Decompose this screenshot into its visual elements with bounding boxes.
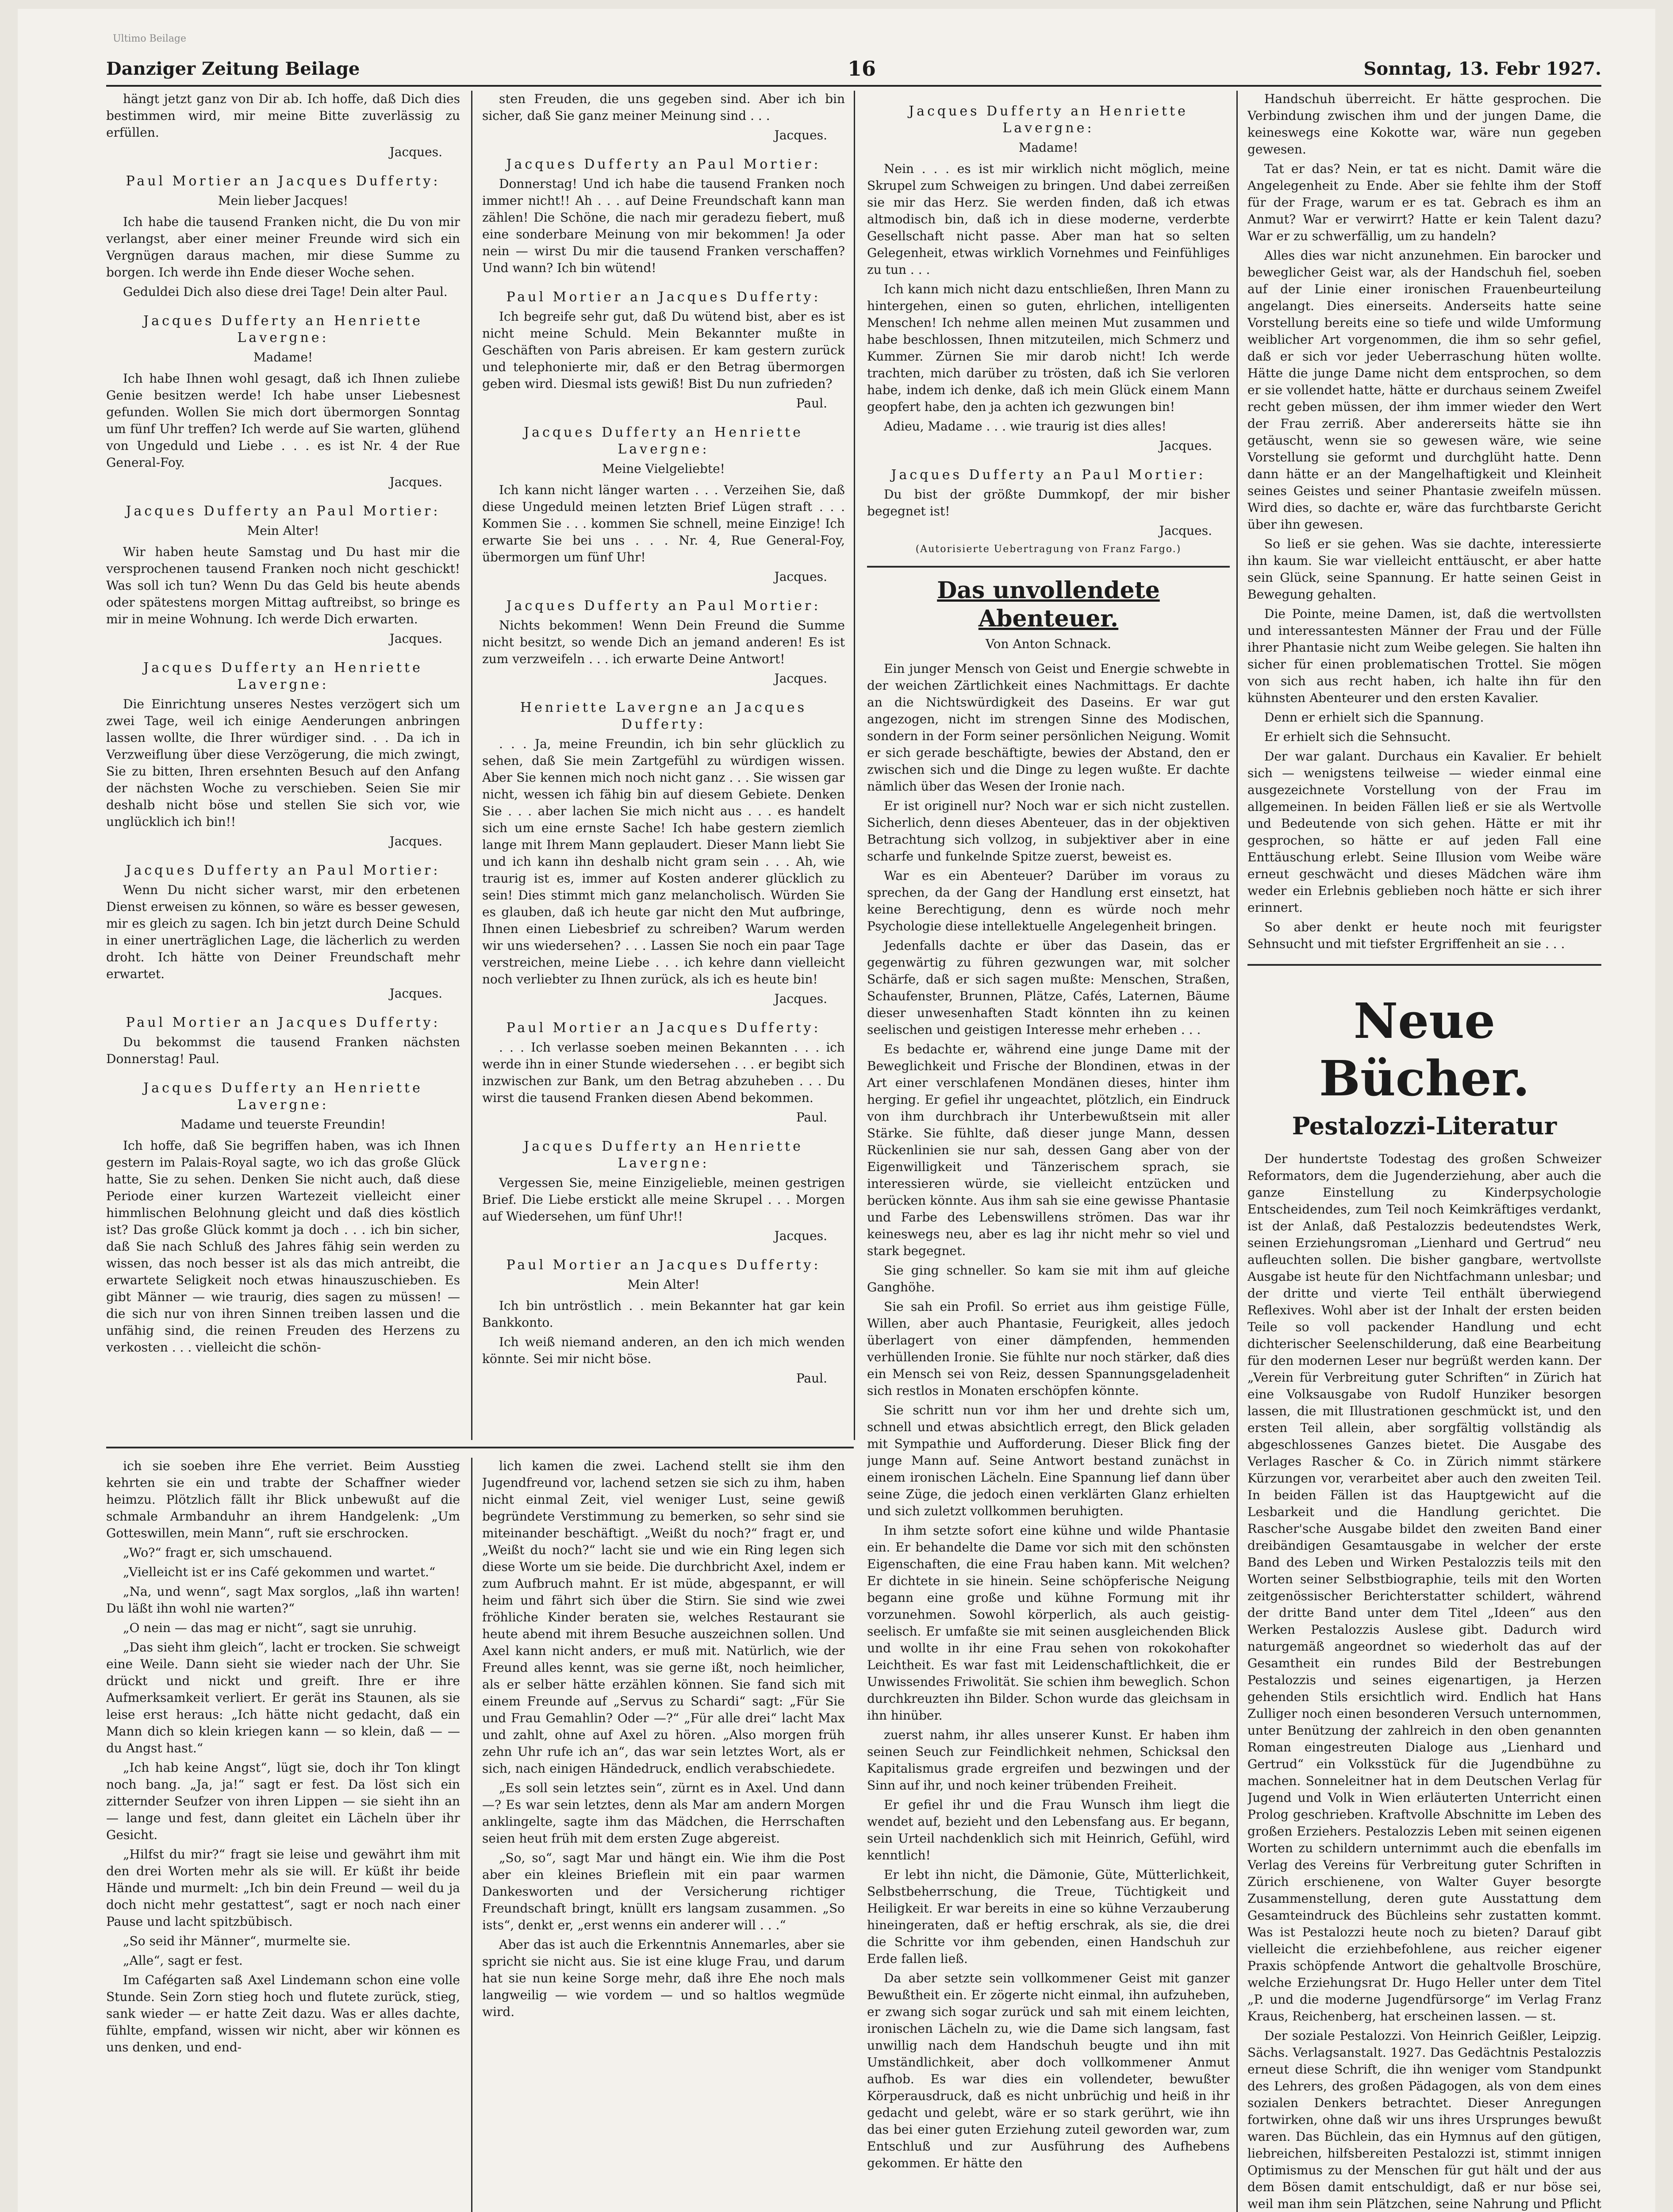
letter-paragraph: Wenn Du nicht sicher warst, mir den erbetenen Dienst erweisen zu können, so wäre es besser gewesen, mir es gleich zu sagen. Ich bin jetzt durch Deine Schuld in einer unerträglichen Lage, die lächerlich zu werden droht. Ich hätte von Deiner Freundschaft mehr erwartet. [106, 883, 460, 981]
column-3 [867, 91, 1230, 2212]
letter-signature: Paul. [796, 1110, 827, 1125]
letter-signature: Jacques. [774, 991, 827, 1006]
feuilleton-paragraph: „Das sieht ihm gleich“, lacht er trocken. Sie schweigt eine Weile. Dann sieht sie wieder nach der Uhr. Sie drückt und nickt und greift. Ihre er ihre Aufmerksamkeit verliert. Er gerät ins Staunen, als sie leise erst heraus: „Ich hätte nicht gedacht, daß ein Mann dich so klein kriegen kann — so klein, daß — — du Angst hast.“ [106, 1640, 460, 1755]
story-paragraph: Es bedachte er, während eine junge Dame mit der Beweglichkeit und Frische der Blondinen, etwas in der Art einer verschlafenen Mondänen dieses, hinter ihm herging. Er gefiel ihr ungeachtet, plötzlich, ein Eindruck von ihm durchbrach ihr Unterbewußtsein mit aller Stärke. Sie fühlte, daß dieser junge Mann, dessen Rückenlinien sie nur sah, dessen Gang aber von der Eigenwilligkeit und Tänzerischem sprach, sie interessieren würde, sie vielleicht entzücken und berücken könnte. Aus ihm sah sie eine gewisse Phantasie und Farbe des Lebenswillens strömen. Das war ihr keineswegs neu, aber es lag ihr nicht mehr so viel und stark begegnet. [867, 1042, 1230, 1258]
bottom-section-rule [106, 1447, 854, 1448]
column-divider [471, 1458, 472, 2212]
letters-column-2 [482, 91, 845, 1440]
books-title: Neue Bücher. [1319, 992, 1530, 1107]
page-header [106, 55, 1601, 82]
feuilleton-paragraph: „Wo?“ fragt er, sich umschauend. [123, 1545, 333, 1560]
letter-heading: Jacques Dufferty an Paul Mortier: [506, 157, 821, 172]
story-paragraph: Der war galant. Durchaus ein Kavalier. Er behielt sich — wenigstens teilweise — wieder einmal eine ausgezeichnete Vorstellung von der Frau im allgemeinen. In beiden Fällen ließ er sie als Wertvolle und Bedeutende von sich gehen. Hätte er mit ihr gesprochen, so hätte er auf jeden Fall eine Enttäuschung erlebt. Seine Illusion vom Weibe wäre erneut geschwächt und dieses Mädchen wäre ihm weder ein Erlebnis geblieben noch hätte er sich ihrer erinnert. [1247, 749, 1601, 915]
letter-signature: Jacques. [389, 475, 442, 489]
story-paragraph: In ihm setzte sofort eine kühne und wilde Phantasie ein. Er behandelte die Dame vor sich mit den schönsten Eigenschaften, die eine Frau haben kann. Mit welchen? Er dichtete in sie hinein. Seine schöpferische Neigung begann eine große und kühne Formung mit ihr vorzunehmen. Sowohl körperlich, als auch geistig-seelisch. Er umfaßte sie mit seinen ausgleichenden Blick und wollte in ihr eine Frau sehen von rokokohafter Leichtheit. Es war fast mit Leidenschaftlichkeit, die er Unwissendes Friwolität. Sie schien ihm beweglich. Schon durchkreuzten ihn Bilder. Schon wurde das gleichsam in ihn hinüber. [867, 1523, 1230, 1723]
column-divider [471, 91, 472, 1440]
feuilleton-paragraph: „Na, und wenn“, sagt Max sorglos, „laß ihn warten! Du läßt ihn wohl nie warten?“ [106, 1584, 460, 1616]
letter-salutation: Madame und teuerste Freundin! [180, 1117, 386, 1132]
bottom-column-1 [106, 1458, 460, 2212]
bottom-column-2 [482, 1458, 845, 2212]
archive-stamp: Ultimo Beilage [113, 33, 187, 44]
feuilleton-paragraph: „Es soll sein letztes sein“, zürnt es in Axel. Und dann —? Es war sein letztes, denn als Mar am andern Morgen anklingelte, sagte ihm das Mädchen, die Herrschaften seien heut früh mit dem ersten Zuge abgereist. [482, 1781, 845, 1846]
letter-signature: Jacques. [774, 569, 827, 584]
books-subtitle: Pestalozzi-Literatur [1292, 1112, 1557, 1140]
feuilleton-paragraph: „Ich hab keine Angst“, lügt sie, doch ihr Ton klingt noch bang. „Ja, ja!“ sagt er fest. Da löst sich ein zitternder Seufzer von ihren Lippen — sie sieht ihn an — lange und fest, dann gleitet ein Lächeln über ihr Gesicht. [106, 1760, 460, 1842]
letter-salutation: Madame! [1018, 140, 1078, 155]
story-paragraph: Sie sah ein Profil. So erriet aus ihm geistige Fülle, Willen, aber auch Phantasie, Feurigkeit, alles jedoch überlagert von einer dämpfenden, hemmenden verhüllenden Ironie. Sie fühlte nur noch stärker, daß dies ein Mensch sei von Reiz, dessen Spannungsgeladenheit sich restlos in Monaten erschöpfen könnte. [867, 1299, 1230, 1398]
letter-paragraph: sten Freuden, die uns gegeben sind. Aber ich bin sicher, daß Sie ganz meiner Meinung sind . . . [482, 92, 845, 123]
story-author: Von Anton Schnack. [986, 637, 1111, 651]
feuilleton-paragraph: Aber das ist auch die Erkenntnis Annemarles, aber sie spricht sie nicht aus. Sie ist eine kluge Frau, und darum hat sie nun keine Sorge mehr, daß ihre Ehe noch mals langweilig — wie vordem — und so haltlos wegmüde wird. [482, 1937, 845, 2019]
story-paragraph: Er erhielt sich die Sehnsucht. [1264, 730, 1451, 744]
letter-heading: Jacques Dufferty an Paul Mortier: [891, 467, 1206, 483]
letter-paragraph: . . . Ja, meine Freundin, ich bin sehr glücklich zu sehen, daß Sie mein Zartgefühl zu würdigen wissen. Aber Sie kennen mich noch nicht ganz . . . Sie wissen gar nicht, wessen ich fähig bin auf diesem Gebiete. Denken Sie . . . aber lachen Sie mich nicht aus . . . es handelt sich um eine ernste Sache! Ich habe gestern ziemlich lange mit Ihrem Mann geplaudert. Dieser Mann liebt Sie und ich kann ihn deshalb nicht gram sein . . . Ah, wie traurig ist es, immer auf Kosten anderer glücklich zu sein! Dies stimmt mich ganz melancholisch. Würden Sie es glauben, daß ich heute gar nicht den Mut aufbringe, Ihnen einen Liebesbrief zu schreiben? Warum werden wir uns wiedersehen? . . . Lassen Sie noch ein paar Tage verstreichen, meine Liebe . . . ich kehre dann vielleicht noch verliebter zu Ihnen zurück, als ich es heute bin! [482, 737, 845, 987]
letter-signature: Jacques. [1159, 438, 1212, 453]
column-4 [1247, 91, 1601, 2212]
letters-column-1 [106, 91, 460, 1440]
letter-heading: Jacques Dufferty an Henriette Lavergne: [143, 1080, 423, 1113]
story-paragraph: Tat er das? Nein, er tat es nicht. Damit wäre die Angelegenheit zu Ende. Aber sie fehlte ihm der Stoff für der Frage, warum er es tat. Gebrach es ihm an Anmut? War er verwirrt? Hatte er kein Talent dazu? War er zu schwerfällig, um zu handeln? [1247, 161, 1601, 243]
letter-signature: Jacques. [774, 671, 827, 686]
feuilleton-paragraph: lich kamen die zwei. Lachend stellt sie ihm den Jugendfreund vor, lachend setzen sie sich zu ihm, haben nicht einmal Zeit, viel weniger Lust, seine gewiß begründete Verstimmung zu bemerken, so sehr sind sie miteinander beschäftigt. „Weißt du noch?“ fragt er, und „Weißt du noch?“ lacht sie und wie ein Ring legen sich diese Worte um sie beide. Die durchbricht Axel, indem er zum Aufbruch mahnt. Er ist müde, abgespannt, er will heim und fährt sich über die Stirn. Sie sind wie zwei fröhliche Kinder beraten sie, welches Restaurant sie heute abend mit ihrem Besuche auszeichnen sollen. Und Axel kann nicht anders, er muß mit. Natürlich, wie der Freund alles kennt, was sie gerne ißt, noch heimlicher, als er selber hätte erzählen können. Sie fand sich mit einem Freunde auf „Servus zu Schardi“ sagt: „Für Sie und Frau Gemahlin? Oder —?“ „Für alle drei“ lacht Max und zahlt, ohne auf Axel zu hören. „Also morgen früh zehn Uhr rufe ich an“, das war sein letztes Wort, als er sich, nach einigen Händedruck, endlich verabschiedete. [482, 1459, 845, 1776]
letter-paragraph: Du bekommst die tausend Franken nächsten Donnerstag! Paul. [106, 1035, 460, 1066]
letter-heading: Jacques Dufferty an Paul Mortier: [126, 503, 441, 519]
book-review-paragraph: Der hundertste Todestag des großen Schweizer Reformators, dem die Jugenderziehung, aber auch die ganze Einstellung zu Kinderpsychologie Entscheidendes, zum Teil noch Keimkräftiges verdankt, ist der Anlaß, daß Pestalozzis bedeutendstes Werk, seinen Erziehungsroman „Lienhard und Gertrud“ neu aufleuchten sollen. Die bisher gangbare, wertvollste Ausgabe ist heute für den Nichtfachmann unlesbar; und der dritte und vierte Teil enthält überwiegend Reflexives. Wohl aber ist der Inhalt der ersten beiden Teile so voll packender Handlung und echt dichterischer Seelenschilderung, daß eine Bearbeitung für den modernen Leser nur begrüßt werden kann. Der „Verein für Verbreitung guter Schriften“ in Zürich hat eine Volksausgabe von Rudolf Hunziker besorgen lassen, die mit Illustrationen geschmückt ist, und den ersten Teil allein, aber sorgfältig vollständig als abgeschlossenes Ganzes bietet. Die Ausgabe des Verlages Rascher & Co. in Zürich nimmt stärkere Kürzungen vor, verarbeitet aber auch den zweiten Teil. In beiden Fällen ist das Hauptgewicht auf die Lesbarkeit und die Handlung gerichtet. Die Rascher'sche Ausgabe bildet den zweiten Band einer dreibändigen Gesamtausgabe in welcher der erste Band des Leben und Wirken Pestalozzis teils mit den Worten seiner Selbstbiographie, teils mit den Worten zeitgenössischer Berichterstatter schildert, während der dritte Band unter dem Titel „Ideen“ aus den Werken Pestalozzis Auslese gibt. Dadurch wird naturgemäß angeordnet so wiederholt das auf der Gesamtheit ein rundes Bild der Bestrebungen Pestalozzis und seines eigenartigen, ja Herzen gehenden Stils ersichtlich wird. Endlich hat Hans Zulliger noch einen besonderen Versuch unternommen, unter Benützung der zahlreich in den oben genannten Roman eingestreuten Dialoge aus „Lienhard und Gertrud“ ein Volksstück für die Jugendbühne zu machen. Sonneleitner hat in dem Deutschen Verlag für Jugend und Volk in Wien erläuterten Unterricht einen Prolog geschrieben. Kraftvolle Abschnitte im Leben des großen Erziehers. Pestalozzis Leben mit seinen eigenen Worten zu schildern unternimmt auch die ebenfalls im Verlag des Vereins für Verbreitung guter Schriften in Zürich erschienene, von Walter Guyer besorgte Zusammenstellung, deren gute Ausstattung dem Gesamteindruck des Büchleins sehr zustatten kommt. Was ist Pestalozzi heute noch zu bieten? Darauf gibt vielleicht die erziehbefohlene, aus reicher eigener Praxis schöpfende Antwort die gehaltvolle Broschüre, welche Erziehungsrat Dr. Hugo Heller unter dem Titel „P. und die moderne Jugendfürsorge“ im Verlag Franz Kraus, Reichenberg, hat erscheinen lassen. — st. [1247, 1152, 1601, 2024]
letter-paragraph: Ich habe Ihnen wohl gesagt, daß ich Ihnen zuliebe Genie besitzen werde! Ich habe unser Liebesnest gefunden. Wollen Sie mich dort übermorgen Sonntag um fünf Uhr treffen? Ich werde auf Sie warten, glühend von Ungeduld und Liebe . . . es ist Nr. 4 der Rue General-Foy. [106, 371, 460, 470]
letter-heading: Paul Mortier an Jacques Dufferty: [506, 289, 821, 305]
letter-signature: Paul. [796, 396, 827, 411]
story-paragraph: Die Pointe, meine Damen, ist, daß die wertvollsten und interessantesten Männer der Frau und der Fülle ihrer Phantasie nicht zum Weibe gelegen. Sie halten ihn sicher für einen problematischen Trottel. Sie mögen von sich aus recht haben, ich halte ihn für den kühnsten Abenteurer und den ersten Kavalier. [1247, 607, 1601, 705]
letter-paragraph: Ich begreife sehr gut, daß Du wütend bist, aber es ist nicht meine Schuld. Mein Bekannter mußte in Geschäften von Paris abreisen. Er kam gestern zurück und telephonierte mir, daß er den Betrag übermorgen geben wird. Diesmal ists gewiß! Bist Du nun zufrieden? [482, 309, 845, 391]
letter-paragraph: Donnerstag! Und ich habe die tausend Franken noch immer nicht!! Ah . . . auf Deine Freundschaft kann man zählen! Die Schöne, die nach mir geradezu fiebert, muß eine sonderbare Meinung von mir bekommen! Ja oder nein — wirst Du mir die tausend Franken verschaffen? Und wann? Ich bin wütend! [482, 177, 845, 275]
letter-heading: Jacques Dufferty an Paul Mortier: [506, 598, 821, 614]
story-paragraph: So ließ er sie gehen. Was sie dachte, interessierte ihn kaum. Sie war vielleicht enttäuscht, er aber hatte sein Glück, seine Spannung. Er hatte seinen Geist in Bewegung gehalten. [1247, 537, 1601, 602]
letter-heading: Paul Mortier an Jacques Dufferty: [506, 1257, 821, 1273]
letter-paragraph: Vergessen Sie, meine Einzigelieble, meinen gestrigen Brief. Die Liebe erstickt alle meine Skrupel . . . Morgen auf Wiedersehen, um fünf Uhr!! [482, 1175, 845, 1224]
story-paragraph: Handschuh überreicht. Er hätte gesprochen. Die Verbindung zwischen ihm und der jungen Dame, die keineswegs eine Kokotte war, wäre nun gegeben gewesen. [1247, 92, 1601, 157]
letter-paragraph: Ich kann nicht länger warten . . . Verzeihen Sie, daß diese Ungeduld meinen letzten Brief Lügen straft . . . Kommen Sie . . . kommen Sie schnell, meine Einzige! Ich erwarte Sie bei uns . . . Nr. 4, Rue General-Foy, übermorgen um fünf Uhr! [482, 483, 845, 565]
book-review-paragraph: Der soziale Pestalozzi. Von Heinrich Geißler, Leipzig. Sächs. Verlagsanstalt. 1927. Das Gedächtnis Pestalozzis erneut diese Schrift, die ihn weniger vom Standpunkt des Lehrers, des großen Pädagogen, als von dem eines sozialen Denkers betrachtet. Dieser Anregungen fortwirken, ohne daß wir uns ihres Ursprunges bewußt waren. Das Büchlein, das ein Hymnus auf den gütigen, liebreichen, hilfsbereiten Pestalozzi ist, stimmt innigen Optimismus zu der Menschen für gut hält und der aus dem Bösen damit entschuldigt, daß er nur böse sei, weil man ihm sein Plätzchen, seine Nahrung und Pflicht [1247, 2028, 1601, 2211]
letter-paragraph: Ich habe die tausend Franken nicht, die Du von mir verlangst, aber einer meiner Freunde wird sich ein Vergnügen daraus machen, mir diese Summe zu borgen. Ich werde ihn Ende dieser Woche sehen. [106, 215, 460, 280]
letter-heading: Henriette Lavergne an Jacques Dufferty: [520, 700, 807, 732]
story-paragraph: War es ein Abenteuer? Darüber im voraus zu sprechen, da der Gang der Handlung erst einsetzt, hat keine Berechtigung, denn es würde noch mehr Psychologie diese intellektuelle Angelegenheit bringen. [867, 868, 1230, 933]
translation-credit: (Autorisierte Uebertragung von Franz Fargo.) [915, 544, 1182, 555]
feuilleton-paragraph: „O nein — das mag er nicht“, sagt sie unruhig. [123, 1621, 417, 1635]
issue-date: Sonntag, 13. Febr 1927. [1363, 58, 1601, 79]
letter-salutation: Mein lieber Jacques! [218, 193, 349, 208]
story-paragraph: Er gefiel ihr und die Frau Wunsch ihm liegt die wendet auf, bezieht und den Lebensfang aus. Er begann, sein Urteil nachdenklich sich mit Heinrich, Gefühl, wird kenntlich! [867, 1797, 1230, 1863]
header-rule [106, 85, 1601, 87]
letter-paragraph: Nein . . . es ist mir wirklich nicht möglich, meine Skrupel zum Schweigen zu bringen. Und dabei zerreißen sie mir das Herz. Sie werden finden, daß ich etwas altmodisch bin, daß ich in diese moderne, verderbte Gesellschaft nicht passe. Aber man hat so selten Gelegenheit, etwas wirklich Vornehmes und Feinfühliges zu tun . . . [867, 161, 1230, 277]
letter-heading: Paul Mortier an Jacques Dufferty: [506, 1020, 821, 1036]
feuilleton-paragraph: „So, so“, sagt Mar und hängt ein. Wie ihm die Post aber ein kleines Brieflein mit ein paar warmen Dankesworten und der Versicherung richtiger Freundschaft bringt, knüllt ers langsam zusammen. „So ists“, denkt er, „erst wenns ein anderer will . . .“ [482, 1851, 845, 1932]
letter-signature: Jacques. [774, 128, 827, 142]
letter-paragraph: Ich weiß niemand anderen, an den ich mich wenden könnte. Sei mir nicht böse. [482, 1335, 845, 1366]
story-paragraph: zuerst nahm, ihr alles unserer Kunst. Er haben ihm seinen Seuch zur Feindlichkeit nehmen, Schicksal den Kapitalismus grade ergreifen und bezwingen und der Sinn auf ihr, und noch keiner trübenden Freiheit. [867, 1728, 1230, 1793]
story-paragraph: Sie schritt nun vor ihm her und drehte sich um, schnell und etwas absichtlich erregt, den Blick geladen mit Sympathie und Aufforderung. Dieser Blick fing der junge Mann auf. Seine Antwort bestand zunächst in einem ironischen Lächeln. Eine Spannung lief dann über seine Züge, die jedoch einen verklärten Glanz erhielten und sich zuletzt vollkommen beruhigten. [867, 1403, 1230, 1518]
story-paragraph: Da aber setzte sein vollkommener Geist mit ganzer Bewußtheit ein. Er zögerte nicht einmal, ihn aufzuheben, er zwang sich sogar zurück und sah mit einem leichten, ironischen Lächeln zu, wie die Dame sich langsam, fast unwillig nach dem Handschuh beugte und ihn mit Umständlichkeit, aber doch vollkommener Anmut aufhob. Es war dies ein vollendeter, bewußter Körperausdruck, daß es nicht unbrüchig und heiß in ihr gedacht und gelebt, wäre er so stark gerührt, wie ihn das bei einer guten Erziehung zuteil geworden war, zum Entschluß und zur Ausführung des Aufhebens gekommen. Er hätte den [867, 1971, 1230, 2170]
letter-paragraph: Ich hoffe, daß Sie begriffen haben, was ich Ihnen gestern im Palais-Royal sagte, wo ich das große Glück hatte, Sie zu sehen. Denken Sie nicht auch, daß diese Periode einer kurzen Wartezeit vielleicht einer himmlischen Belohnung gleicht und daß dies köstlich ist? Das große Glück kommt ja doch . . . ich bin sicher, daß Sie nach Schluß des Jahres fähig sein werden zu wissen, das noch besser ist als das mich antreibt, die erwartete Seligkeit noch etwas hinauszuschieben. Es gibt Männer — wie traurig, dies sagen zu müssen! — die sich nur von ihren Sinnen treiben lassen und die unfähig sind, die reinen Freuden des Herzens zu verkosten . . . vielleicht die schön- [106, 1138, 460, 1355]
feuilleton-paragraph: „So seid ihr Männer“, murmelte sie. [123, 1934, 351, 1948]
story-paragraph: Denn er erhielt sich die Spannung. [1264, 710, 1484, 725]
letter-paragraph: Geduldei Dich also diese drei Tage! Dein alter Paul. [123, 284, 448, 299]
story-paragraph: Ein junger Mensch von Geist und Energie schwebte in der weichen Zärtlichkeit eines Nachmittags. Er dachte an die Nichtswürdigkeit des Daseins. Er war gut angezogen, nicht im strengen Sinne des Modischen, sondern in der Form seiner persönlichen Neigung. Womit er sich gerade beschäftigte, bewies der Abstand, den er zwischen sich und die Dinge zu legen wußte. Er dachte nämlich über das Wesen der Ironie nach. [867, 661, 1230, 794]
newspaper-page [18, 9, 1655, 2212]
letter-salutation: Madame! [253, 350, 313, 365]
letter-heading: Jacques Dufferty an Paul Mortier: [126, 863, 441, 878]
letter-paragraph: hängt jetzt ganz von Dir ab. Ich hoffe, daß Dich dies bestimmen wird, mir meine Bitte zuverlässig zu erfüllen. [106, 92, 460, 140]
story-title: Das unvollendete Abenteuer. [937, 577, 1160, 632]
letter-salutation: Mein Alter! [247, 523, 319, 538]
letter-heading: Jacques Dufferty an Henriette Lavergne: [143, 660, 423, 692]
story-paragraph: Er ist originell nur? Noch war er sich nicht zustellen. Sicherlich, denn dieses Abenteuer, das in der objektiven Betrachtung sich vollzog, in subjektiver aber in eine scharfe und funkelnde Spitze zuerst, beweist es. [867, 799, 1230, 864]
letter-paragraph: Adieu, Madame . . . wie traurig ist dies alles! [884, 419, 1166, 434]
section-rule [867, 566, 1230, 568]
letter-heading: Jacques Dufferty an Henriette Lavergne: [524, 425, 803, 457]
feuilleton-paragraph: „Alle“, sagt er fest. [123, 1953, 243, 1968]
story-paragraph: Er lebt ihn nicht, die Dämonie, Güte, Mütterlichkeit, Selbstbeherrschung, die Treue, Tüchtigkeit und Heiligkeit. Er war bereits in eine so kühne Verzauberung hineingeraten, daß er heftig erschrak, als sie, die drei die Schritte vor ihm gebenden, einen Handschuh zur Erde fallen ließ. [867, 1867, 1230, 1966]
story-paragraph: Sie ging schneller. So kam sie mit ihm auf gleiche Ganghöhe. [867, 1263, 1230, 1294]
feuilleton-paragraph: „Vielleicht ist er ins Café gekommen und wartet.“ [123, 1565, 436, 1579]
letter-paragraph: Wir haben heute Samstag und Du hast mir die versprochenen tausend Franken noch nicht geschickt! Was soll ich tun? Wenn Du das Geld bis heute abends oder spätestens morgen Mittag auftreibst, so bringe es mir in meine Wohnung. Ich werde Dich erwarten. [106, 545, 460, 626]
letter-heading: Jacques Dufferty an Henriette Lavergne: [909, 104, 1188, 136]
feuilleton-paragraph: „Hilfst du mir?“ fragt sie leise und gewährt ihm mit den drei Worten mehr als sie will. Er küßt ihr beide Hände und murmelt: „Ich bin dein Freund — weil du ja doch nicht mehr gestattest“, sagt er noch nach einer Pause und lacht spitzbübisch. [106, 1847, 460, 1929]
letter-signature: Paul. [796, 1371, 827, 1386]
letter-paragraph: Ich bin untröstlich . . mein Bekannter hat gar kein Bankkonto. [482, 1298, 845, 1330]
letter-signature: Jacques. [389, 834, 442, 849]
section-rule [1247, 964, 1601, 966]
letter-signature: Jacques. [774, 1229, 827, 1243]
letter-signature: Jacques. [389, 145, 442, 159]
story-paragraph: Jedenfalls dachte er über das Dasein, das er gegenwärtig zu führen gezwungen war, mit solcher Schärfe, daß er sich sagen mußte: Menschen, Straßen, Schaufenster, Brunnen, Plätze, Cafés, Laternen, Bäume dieser unwesenhaften Stadt könnten ihn zu keinen seelischen und geistigen Interesse mehr erheben . . . [867, 938, 1230, 1037]
letter-paragraph: Ich kann mich nicht dazu entschließen, Ihren Mann zu hintergehen, einen so guten, ehrlichen, intelligenten Menschen! Ich nehme allen meinen Mut zusammen und habe beschlossen, Ihnen mitzuteilen, mich Schmerz und Kummer. Zürnen Sie mir darob nicht! Ich werde trachten, mich darüber zu trösten, daß ich Sie verloren habe, indem ich denke, daß ich mein Glück einem Mann geopfert habe, den ja achten ich gezwungen bin! [867, 282, 1230, 414]
letter-heading: Jacques Dufferty an Henriette Lavergne: [524, 1139, 803, 1171]
letter-heading: Paul Mortier an Jacques Dufferty: [126, 173, 441, 189]
letter-paragraph: Die Einrichtung unseres Nestes verzögert sich um zwei Tage, weil ich einige Aenderungen anbringen lassen wollte, die Ihrer würdiger sind. . . Da ich in Verzweiflung über diese Verzögerung, die mich zwingt, Sie zu bitten, Ihren ersehnten Besuch auf den Anfang der nächsten Woche zu verschieben. Seien Sie mir deshalb nicht böse und stellen Sie sich vor, wie unglücklich ich bin!! [106, 697, 460, 829]
letter-salutation: Meine Vielgeliebte! [602, 461, 725, 476]
page-number: 16 [848, 57, 876, 81]
column-divider [1236, 91, 1238, 2212]
letter-paragraph: Nichts bekommen! Wenn Dein Freund die Summe nicht besitzt, so wende Dich an jemand anderen! Es ist zum verzweifeln . . . ich erwarte Deine Antwort! [482, 618, 845, 666]
letter-signature: Jacques. [389, 986, 442, 1001]
letter-paragraph: Du bist der größte Dummkopf, der mir bisher begegnet ist! [867, 487, 1230, 518]
column-divider [854, 91, 855, 1440]
story-paragraph: Alles dies war nicht anzunehmen. Ein barocker und beweglicher Geist war, als der Handschuh fiel, soeben auf der Linie einer ironischen Frauenbeurteilung angelangt. Dies einerseits. Anderseits hatte seine Vorstellung bereits eine so tiefe und wilde Umformung weiblicher Art vorgenommen, die ihm so sehr gefiel, daß er sich vor jeder Ueberraschung hüten wollte. Hätte die junge Dame nicht dem entsprochen, so dem er sie vollendet hatte, hätte er durchaus seinem Zweifel recht geben müssen, der ihm immer wieder den Wert der Frau zerriß. Aber andererseits hätte sie ihn getäuscht, wenn sie so gewesen wäre, wie seine Vorstellung sie geformt und durchglüht hatte. Denn dann hätte er an der Mangelhaftigkeit und Kleinheit seines Geistes und seiner Phantasie zweifeln müssen. Wird dies, so dachte er, wäre das furchtbarste Gericht über ihn gewesen. [1247, 248, 1601, 532]
letter-salutation: Mein Alter! [627, 1277, 700, 1292]
feuilleton-paragraph: Im Cafégarten saß Axel Lindemann schon eine volle Stunde. Sein Zorn stieg hoch und flutete zurück, stieg, sank wieder — er hatte Zeit dazu. Was er alles dachte, fühlte, empfand, wissen wir nicht, aber wir können es uns denken, und end- [106, 1973, 460, 2055]
letter-signature: Jacques. [389, 631, 442, 646]
letter-heading: Paul Mortier an Jacques Dufferty: [126, 1015, 441, 1030]
letter-signature: Jacques. [1159, 523, 1212, 538]
letter-paragraph: . . . Ich verlasse soeben meinen Bekannten . . . ich werde ihn in einer Stunde wiedersehen . . . er begibt sich inzwischen zur Bank, um den Betrag abzuheben . . . Du wirst die tausend Franken diesen Abend bekommen. [482, 1040, 845, 1105]
story-paragraph: So aber denkt er heute noch mit feurigster Sehnsucht und mit tiefster Ergriffenheit an sie . . . [1247, 920, 1601, 951]
letter-heading: Jacques Dufferty an Henriette Lavergne: [143, 313, 423, 346]
feuilleton-paragraph: ich sie soeben ihre Ehe verriet. Beim Ausstieg kehrten sie ein und trabte der Schaffner wieder heimzu. Plötzlich fällt ihr Blick unbewußt auf die schmale Armbanduhr an ihrem Handgelenk: „Um Gotteswillen, mein Mann“, ruft sie erschrocken. [106, 1459, 460, 1540]
masthead: Danziger Zeitung Beilage [106, 58, 360, 79]
